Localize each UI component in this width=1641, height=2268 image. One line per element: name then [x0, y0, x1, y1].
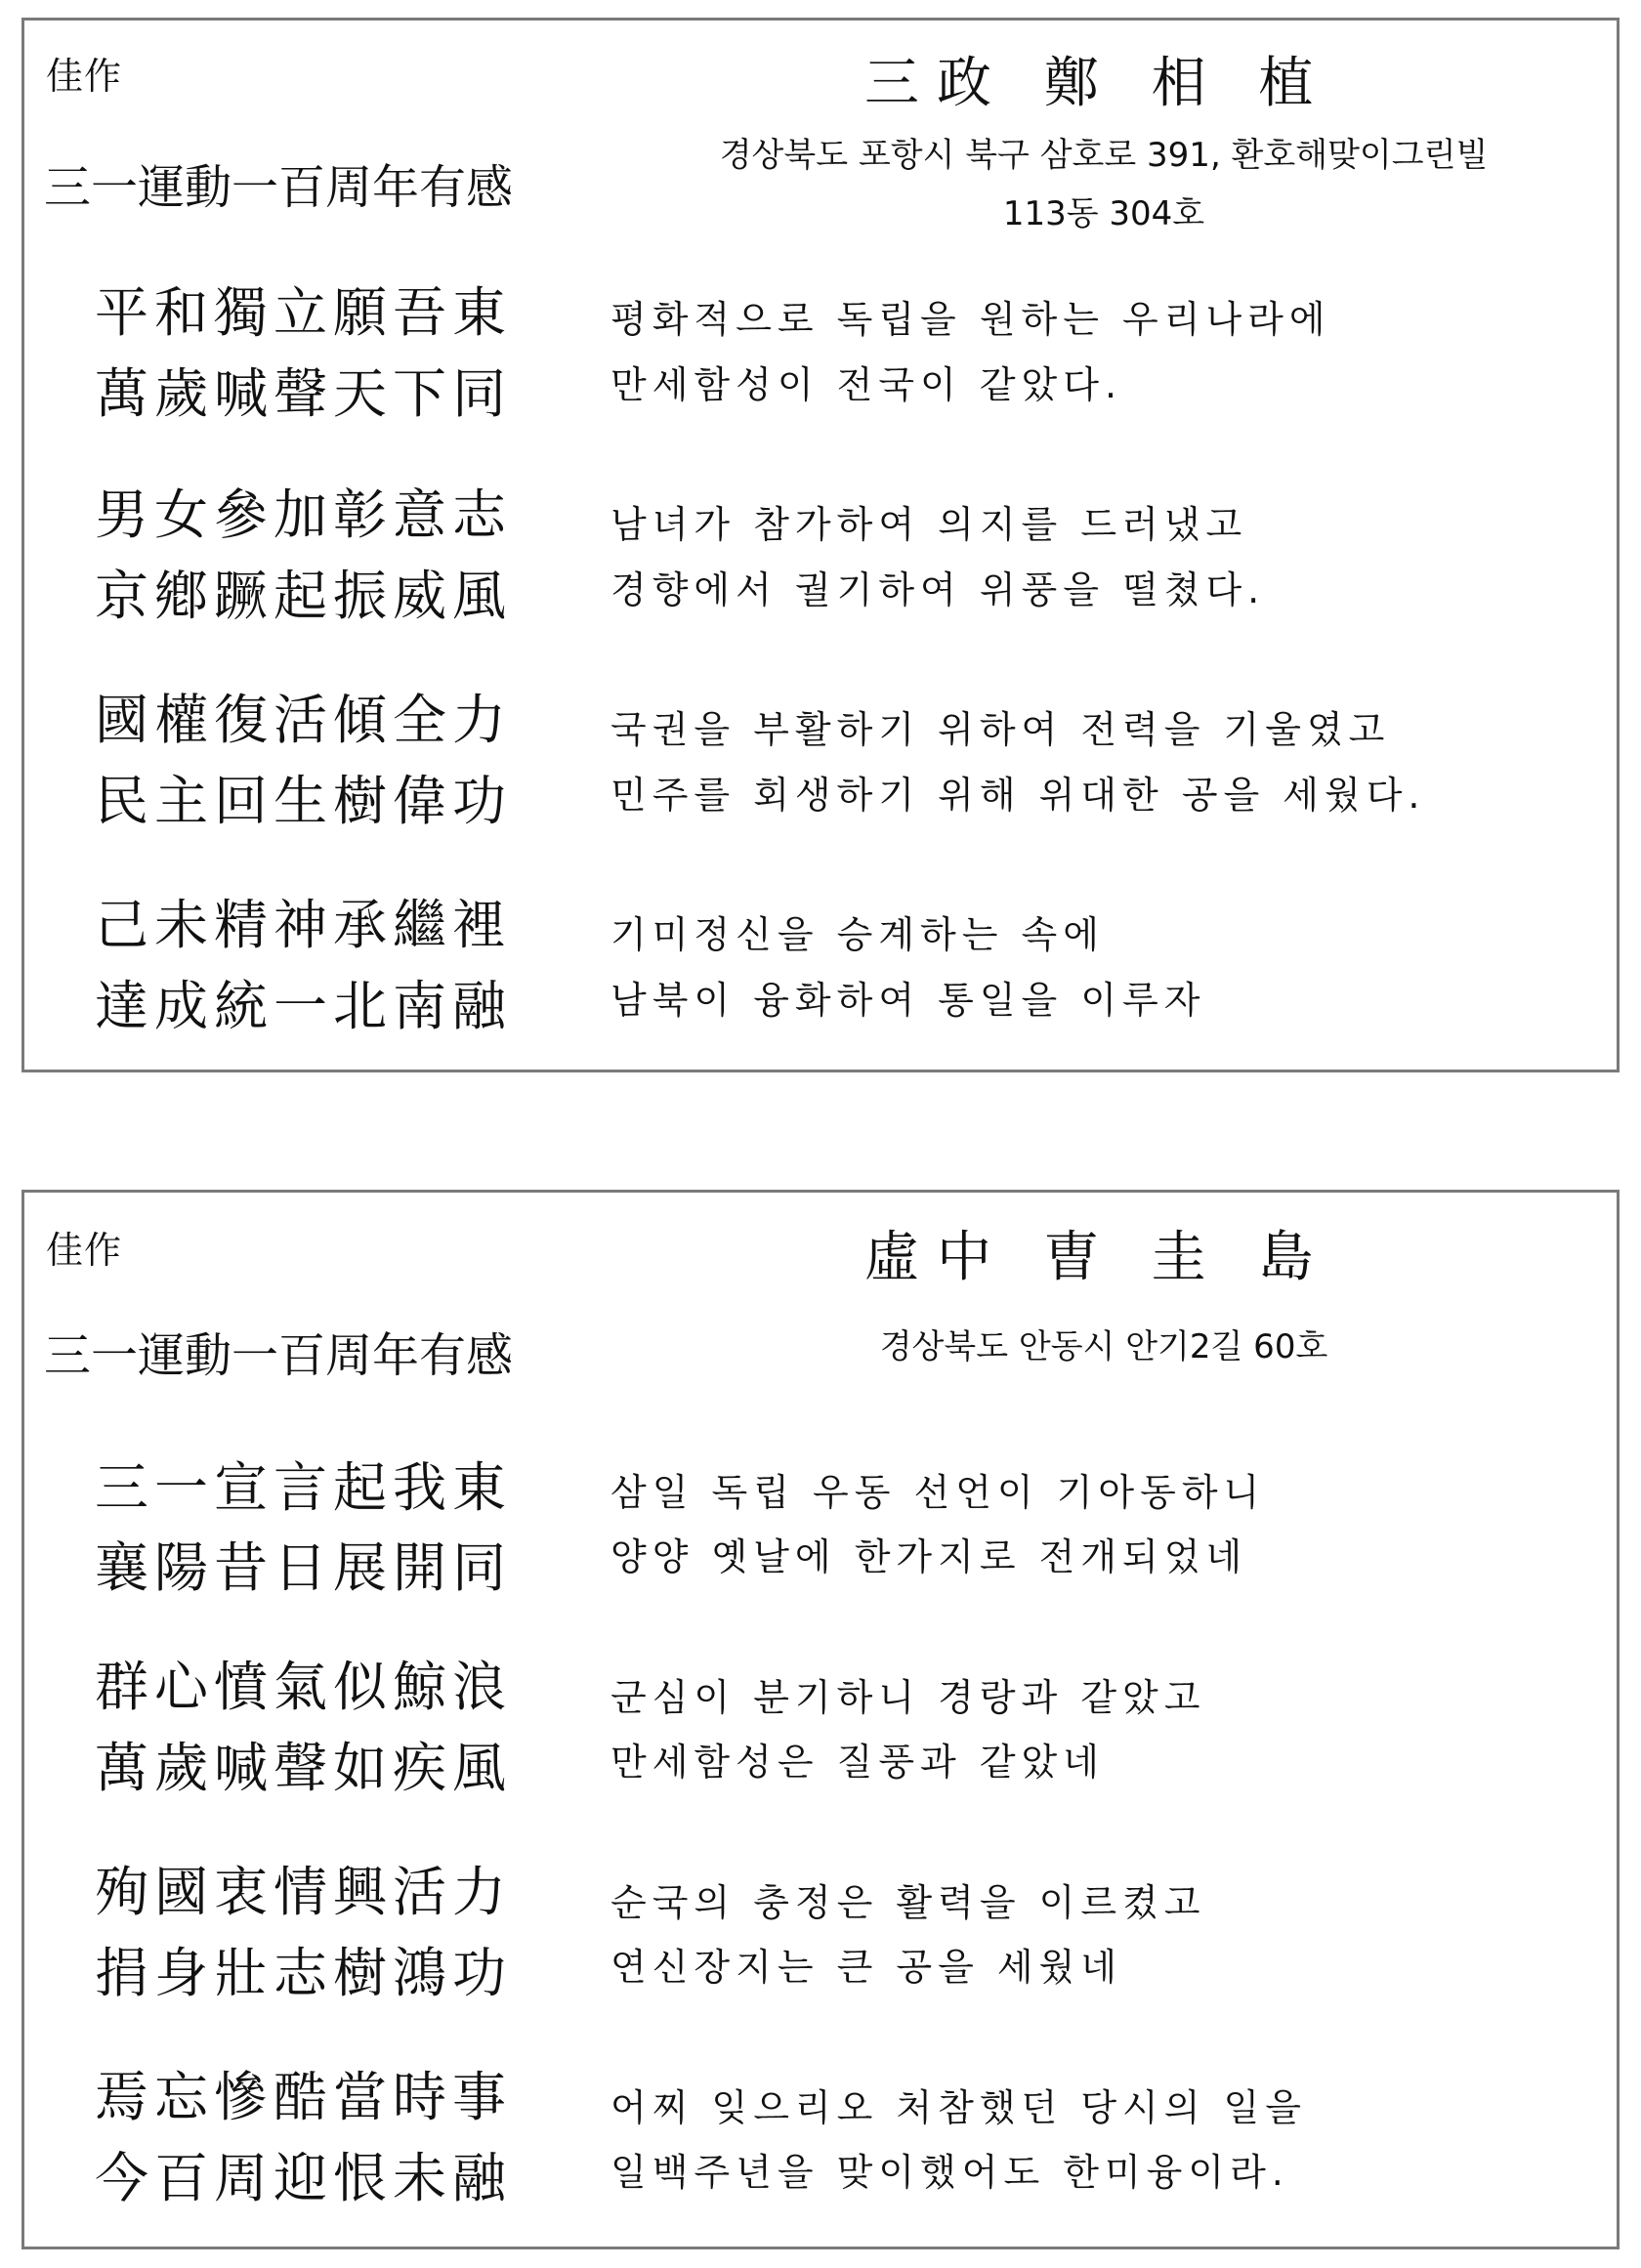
author-address-line-1: 경상북도 안동시 안기2길 60호 [879, 1327, 1328, 1366]
verse-line: 平和獨立願吾東 [95, 281, 513, 344]
translation-line: 군심이 분기하니 경랑과 같았고 [610, 1676, 1206, 1719]
verse-line: 捐身壯志樹鴻功 [95, 1942, 513, 2004]
author-address-line-1: 경상북도 포항시 북구 삼호로 391, 환호해맞이그린빌 [719, 136, 1489, 175]
translation-line: 경향에서 궐기하여 위풍을 떨쳤다. [610, 568, 1266, 611]
poem-panel-1 [21, 18, 1620, 1072]
verse-line: 達成統一北南融 [95, 975, 513, 1037]
verse-line: 京鄕蹶起振威風 [95, 565, 513, 627]
verse-line: 殉國衷情興活力 [95, 1861, 513, 1923]
translation-line: 남북이 융화하여 통일을 이루자 [610, 979, 1206, 1022]
author-address-line-2: 113동 304호 [1002, 194, 1205, 233]
verse-line: 國權復活傾全力 [95, 689, 513, 751]
verse-line: 今百周迎恨未融 [95, 2147, 513, 2209]
translation-line: 양양 옛날에 한가지로 전개되었네 [610, 1535, 1248, 1578]
translation-line: 연신장지는 큰 공을 세웠네 [610, 1946, 1123, 1989]
verse-line: 焉忘慘酷當時事 [95, 2066, 513, 2128]
verse-line: 男女參加彰意志 [95, 483, 513, 546]
verse-line: 三一宣言起我東 [95, 1456, 513, 1519]
verse-line: 民主回生樹偉功 [95, 770, 513, 832]
translation-line: 국권을 부활하기 위하여 전력을 기울였고 [610, 708, 1391, 751]
translation-line: 어찌 잊으리오 처참했던 당시의 일을 [610, 2086, 1307, 2129]
verse-line: 群心憤氣似鯨浪 [95, 1656, 513, 1718]
translation-line: 삼일 독립 우동 선언이 기아동하니 [610, 1471, 1266, 1514]
translation-line: 남녀가 참가하여 의지를 드러냈고 [610, 503, 1248, 546]
author-name: 三政 鄭 相 植 [864, 52, 1331, 115]
translation-line: 평화적으로 독립을 원하는 우리나라에 [610, 298, 1331, 341]
translation-line: 기미정신을 승계하는 속에 [610, 913, 1105, 956]
poem-panel-2 [21, 1190, 1620, 2249]
translation-line: 일백주년을 맞이했어도 한미융이라. [610, 2151, 1289, 2194]
poem-theme: 三一運動一百周年有感 [44, 1328, 514, 1383]
translation-line: 만세함성은 질풍과 같았네 [610, 1741, 1105, 1784]
translation-line: 만세함성이 전국이 같았다. [610, 363, 1123, 406]
award-label: 佳作 [46, 55, 123, 98]
verse-line: 襄陽昔日展開同 [95, 1536, 513, 1599]
translation-line: 민주를 회생하기 위해 위대한 공을 세웠다. [610, 774, 1426, 817]
verse-line: 己未精神承繼裡 [95, 894, 513, 956]
author-name: 虛中 曺 圭 島 [864, 1226, 1331, 1289]
verse-line: 萬歲喊聲如疾風 [95, 1737, 513, 1799]
award-label: 佳作 [46, 1229, 123, 1272]
poem-theme: 三一運動一百周年有感 [44, 160, 514, 215]
translation-line: 순국의 충정은 활력을 이르켰고 [610, 1881, 1206, 1924]
verse-line: 萬歲喊聲天下同 [95, 362, 513, 425]
